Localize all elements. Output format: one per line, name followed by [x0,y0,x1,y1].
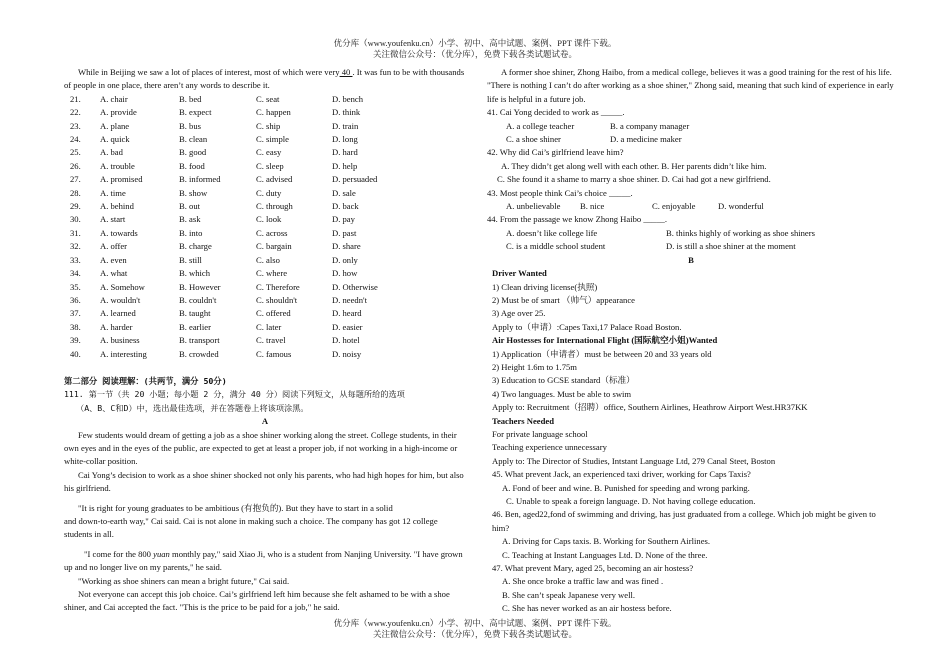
cloze-option-d: D. Otherwise [332,281,378,292]
ad-driver [487,267,895,616]
cloze-option-b: B. However [179,281,221,292]
cloze-option-b: B. into [179,227,203,238]
cloze-row [70,307,466,320]
cloze-number: 40. [70,348,81,359]
cloze-option-a: A. provide [100,107,137,118]
page-header [0,38,950,60]
cloze-row [70,120,466,133]
cloze-option-c: C. travel [256,335,286,346]
cloze-option-d: D. hotel [332,335,360,346]
question-45-options-ab: A. Fond of beer and wine. B. Punished for speeding and wrong parking. [502,482,750,493]
cloze-row [70,227,466,240]
cloze-option-b: B. bus [179,120,201,131]
cloze-option-c: C. shouldn't [256,294,298,305]
cloze-option-b: B. couldn't [179,294,217,305]
cloze-number: 25. [70,147,81,158]
cloze-number: 37. [70,308,81,319]
part-instruction-2: （A、B、C和D）中，选出最佳选项，并在答题卷上将该项涂黑。 [76,402,309,413]
question-44: 44. From the passage we know Zhong Haibo _____. [487,214,667,225]
cloze-option-c: C. sleep [256,160,284,171]
cloze-option-a: A. behind [100,201,134,212]
passage-b-label: B [688,254,694,265]
cloze-options [64,93,466,361]
cloze-option-b: B. clean [179,134,208,145]
question-47: 47. What prevent Mary, aged 25, becoming an air hostess? [492,563,694,574]
ad-hostess-apply: Apply to: Recruitment（招聘）office, Southern Airlines, Heathrow Airport West.HR37KK [492,402,808,413]
cloze-option-d: D. noisy [332,348,362,359]
cloze-number: 38. [70,321,81,332]
cloze-option-a: A. trouble [100,160,135,171]
cloze-option-a: A. wouldn't [100,294,141,305]
cloze-row [70,106,466,119]
cloze-option-c: C. Therefore [256,281,300,292]
part-instruction-1: 111. 第一节（共 20 小题；每小题 2 分，满分 40 分）阅读下列短文，从每题所给的选项 [64,389,405,400]
cloze-row [70,133,466,146]
cloze-option-c: C. bargain [256,241,292,252]
cloze-number: 28. [70,187,81,198]
cloze-option-d: D. back [332,201,359,212]
cloze-row [70,294,466,307]
cloze-option-b: B. food [179,160,205,171]
ad-teachers-item: Teaching experience unnecessary [492,442,607,453]
cloze-row [70,93,466,106]
cloze-option-c: C. duty [256,187,282,198]
question-42-options-ab: A. They didn’t get along well with each other. B. Her parents didn’t like him. [501,160,767,171]
ad-driver-apply: Apply to（申请）:Capes Taxi,17 Palace Road Boston. [492,321,682,332]
cloze-option-d: D. how [332,268,358,279]
cloze-option-c: C. advised [256,174,293,185]
question-47-option-b: B. She can’t speak Japanese very well. [502,589,636,600]
cloze-number: 33. [70,254,81,265]
cloze-number: 30. [70,214,81,225]
cloze-option-c: C. happen [256,107,291,118]
cloze-number: 21. [70,93,81,104]
header-line-2: 关注微信公众号：（优分库），免费下载各类试题试卷。 [372,49,577,59]
cloze-row [70,281,466,294]
question-41: 41. Cai Yong decided to work as _____. [487,107,625,118]
question-46: 46. Ben, aged22,fond of swimming and driving, has just graduated from a college. Which job might be given to him? [492,509,876,533]
cloze-option-a: A. start [100,214,126,225]
cloze-option-d: D. pay [332,214,355,225]
ad-driver-title: Driver Wanted [492,268,547,279]
cloze-option-b: B. earlier [179,321,211,332]
header-line-1: 优分库（www.youfenku.cn）小学、初中、高中试题、案例、PPT 课件下载。 [333,38,617,48]
ad-driver-item: 2) Must be of smart （帅气）appearance [492,294,635,305]
cloze-option-d: D. think [332,107,361,118]
cloze-option-d: D. long [332,134,358,145]
cloze-row [70,213,466,226]
cloze-option-c: C. easy [256,147,282,158]
question-41-options: A. a college teacher B. a company manager C. a shoe shiner D. a medicine maker [506,120,690,145]
ad-teachers-item: For private language school [492,428,588,439]
cloze-option-a: A. offer [100,241,128,252]
cloze-option-c: C. across [256,227,288,238]
cloze-option-a: A. Somehow [100,281,145,292]
cloze-number: 36. [70,294,81,305]
cloze-option-d: D. sale [332,187,356,198]
blank-40: 40 [339,67,353,77]
ad-hostess-title: Air Hostesses for International Flight (国际航空小姐)Wanted [492,335,718,346]
cloze-option-d: D. train [332,120,359,131]
cloze-option-b: B. charge [179,241,212,252]
cloze-row [70,160,466,173]
cloze-option-a: A. business [100,335,140,346]
cloze-option-a: A. harder [100,321,133,332]
cloze-number: 26. [70,160,81,171]
ad-teachers-title: Teachers Needed [492,415,554,426]
ad-hostess-item: 2) Height 1.6m to 1.75m [492,361,577,372]
ad-hostess-item: 1) Application（申请者）must be between 20 and 33 years old [492,348,712,359]
passage-a-para-3: "It is right for young graduates to be ambitious (有抱负的). But they have to start in a solid [78,502,393,513]
cloze-option-b: B. bed [179,93,202,104]
footer-line-2: 关注微信公众号：（优分库），免费下载各类试题试卷。 [372,629,577,639]
ad-hostess-item: 3) Education to GCSE standard（标准） [492,375,635,386]
cloze-row [70,267,466,280]
cloze-row [70,240,466,253]
cloze-option-d: D. hard [332,147,358,158]
cloze-option-b: B. ask [179,214,201,225]
cloze-number: 32. [70,241,81,252]
passage-a-para-6: Not everyone can accept this job choice. Cai’s girlfriend left him because she felt ashamed to be with a shoe shiner, and Cai accepted the fact. "This is the price to be paid for a job," he said. [64,589,450,613]
question-45: 45. What prevent Jack, an experienced taxi driver, working for Caps Taxis? [492,469,751,480]
cloze-option-b: B. good [179,147,207,158]
question-45-options-cd: C. Unable to speak a foreign language. D. Not having college education. [506,496,756,506]
cloze-option-d: D. help [332,160,358,171]
cloze-number: 24. [70,134,81,145]
question-47-option-a: A. She once broke a traffic law and was fined . [502,576,664,587]
cloze-row [70,348,466,361]
cloze-option-c: C. famous [256,348,292,359]
passage-a-para-3b: and down-to-earth way," Cai said. Cai is not alone in making such a choice. The company has got 12 college students in all. [64,516,438,540]
ad-driver-item: 3) Age over 25. [492,308,546,319]
cloze-option-a: A. quick [100,134,130,145]
cloze-option-d: D. bench [332,93,364,104]
cloze-option-a: A. bad [100,147,123,158]
cloze-row [70,321,466,334]
cloze-number: 31. [70,227,81,238]
cloze-number: 22. [70,107,81,118]
cloze-option-b: B. taught [179,308,211,319]
cloze-option-b: B. show [179,187,208,198]
cloze-option-c: C. also [256,254,280,265]
cloze-option-d: D. past [332,227,357,238]
cloze-number: 35. [70,281,81,292]
cloze-option-a: A. plane [100,120,130,131]
question-42-options-cd: C. She found it a shame to marry a shoe shiner. D. Cai had got a new girlfriend. [497,174,771,185]
cloze-number: 27. [70,174,81,185]
cloze-number: 39. [70,335,81,346]
cloze-option-a: A. time [100,187,126,198]
passage-a-para-4: "I come for the 800 yuan monthly pay," said Xiao Ji, who is a student from Nanjing University. "I have grown up and no longer live on my parents," he said. [64,548,463,573]
cloze-option-d: D. share [332,241,361,252]
cloze-option-a: A. even [100,254,127,265]
cloze-option-d: D. needn't [332,294,367,305]
cloze-option-c: C. ship [256,120,281,131]
cloze-option-a: A. towards [100,227,138,238]
cloze-option-b: B. expect [179,107,212,118]
cloze-option-a: A. what [100,268,128,279]
cloze-option-b: B. transport [179,335,220,346]
cloze-row [70,334,466,347]
question-42: 42. Why did Cai’s girlfriend leave him? [487,147,624,158]
question-46-options-cd: C. Teaching at Instant Languages Ltd. D. None of the three. [502,549,708,560]
cloze-option-c: C. simple [256,134,289,145]
cloze-row [70,173,466,186]
cloze-option-c: C. offered [256,308,291,319]
cloze-option-b: B. still [179,254,202,265]
cloze-option-b: B. crowded [179,348,219,359]
cloze-option-a: A. chair [100,93,128,104]
passage-a-para-2: Cai Yong’s decision to work as a shoe shiner shocked not only his parents, who had high hopes for him, but also his girlfriend. [64,469,464,494]
passage-a-para-7: A former shoe shiner, Zhong Haibo, from a medical college, believes it was a good training for the rest of his life. "There is nothing I can’t do after working as a shoe shiner," Zhong said, meaning that such kind of experience in early life is helpful in a future job. [487,67,894,104]
cloze-row [70,254,466,267]
cloze-option-d: D. heard [332,308,362,319]
cloze-option-a: A. promised [100,174,143,185]
cloze-number: 34. [70,268,81,279]
cloze-number: 23. [70,120,81,131]
cloze-row [70,187,466,200]
question-47-option-c: C. She has never worked as an air hostess before. [502,603,672,614]
passage-a-label: A [261,416,269,427]
ad-teachers-apply: Apply to: The Director of Studies, Intstant Language Ltd, 279 Canal Steet, Boston [492,455,776,466]
cloze-intro: While in Beijing we saw a lot of places of interest, most of which were very 40 . It was fun to be with thousands of people in one place, there aren’t any words to describe it. [64,67,465,91]
cloze-option-d: D. easier [332,321,363,332]
ad-driver-item: 1) Clean driving license(执照) [492,281,598,292]
cloze-option-c: C. later [256,321,282,332]
cloze-option-b: B. informed [179,174,221,185]
passage-a-para-5: "Working as shoe shiners can mean a bright future," Cai said. [78,575,290,586]
cloze-row [70,200,466,213]
footer-line-1: 优分库（www.youfenku.cn）小学、初中、高中试题、案例、PPT 课件下载。 [333,618,617,628]
cloze-option-d: D. persuaded [332,174,378,185]
cloze-row [70,146,466,159]
page-footer [0,618,950,640]
question-44-options: A. doesn’t like college life B. thinks highly of working as shoe shiners C. is a middle school student D. is still a shoe shiner at the moment [506,227,815,252]
cloze-option-a: A. interesting [100,348,147,359]
section-title: 第二部分 阅读理解：(共两节，满分 50分) [64,375,227,386]
cloze-number: 29. [70,201,81,212]
cloze-option-b: B. out [179,201,201,212]
cloze-option-c: C. where [256,268,288,279]
right-column [487,66,895,616]
left-column [64,66,466,615]
ad-hostess-item: 4) Two languages. Must be able to swim [492,388,632,399]
question-46-options-ab: A. Driving for Caps taxis. B. Working for Southern Airlines. [502,536,711,547]
cloze-option-a: A. learned [100,308,136,319]
cloze-option-d: D. only [332,254,358,265]
cloze-option-b: B. which [179,268,211,279]
cloze-option-c: C. through [256,201,293,212]
question-43: 43. Most people think Cai’s choice _____. [487,187,633,198]
question-43-options: A. unbelievable B. nice C. enjoyable D. wonderful [506,201,764,212]
cloze-option-c: C. look [256,214,282,225]
cloze-option-c: C. seat [256,93,280,104]
passage-a-para-1: Few students would dream of getting a job as a shoe shiner working along the street. College students, in their own eyes and in the eyes of the public, are expected to get at least a proper job, if not working in a high-income or white-collar position. [64,429,458,467]
